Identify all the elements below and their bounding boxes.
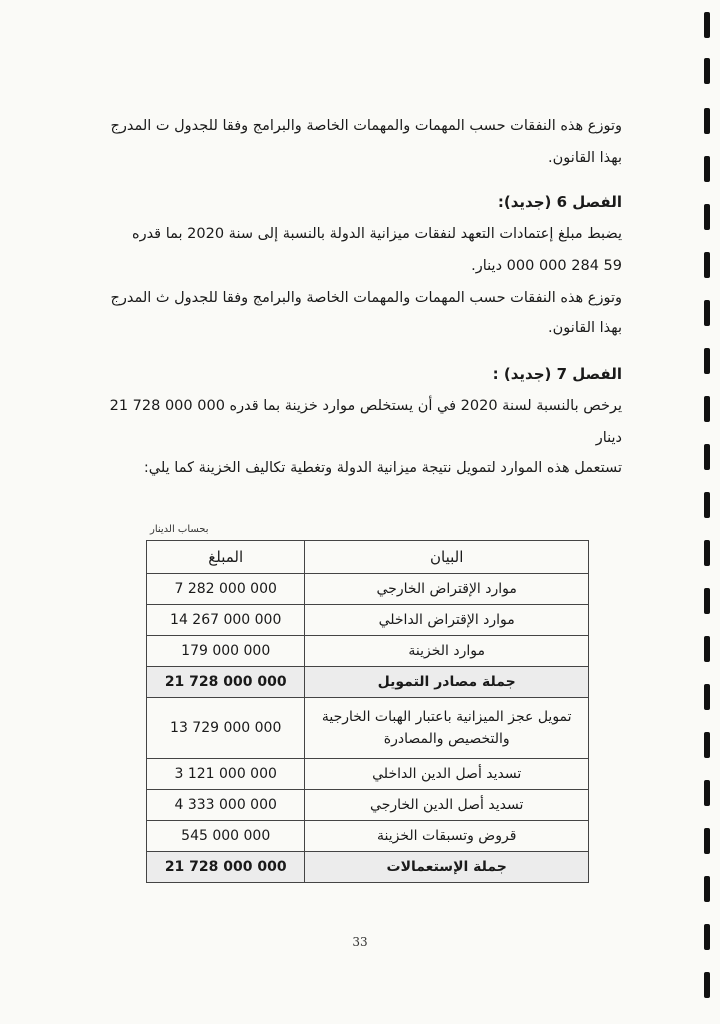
chapter-6-line-3: وتوزع هذه النفقات حسب المهمات والمهمات الخاصة والبرامج وفقا للجدول ث المدرج [110, 290, 622, 306]
resources-table [146, 540, 589, 883]
unit-note: بحساب الدينار [150, 524, 209, 535]
chapter-7-line-2: دينار [595, 430, 622, 446]
row-label: قروض وتسبقات الخزينة [305, 821, 589, 852]
table-row-total [147, 852, 589, 883]
row-label: جملة الإستعمالات [305, 852, 589, 883]
table-row [147, 605, 589, 636]
table-row [147, 759, 589, 790]
table-row [147, 698, 589, 759]
table-header-row [147, 541, 589, 574]
row-amount: 13 729 000 000 [147, 698, 305, 759]
header-label: البيان [305, 541, 589, 574]
row-amount: 7 282 000 000 [147, 574, 305, 605]
row-label: تسديد أصل الدين الداخلي [305, 759, 589, 790]
chapter-7-line-1: يرخص بالنسبة لسنة 2020 في أن يستخلص موارد خزينة بما قدره 000 000 728 21 [109, 398, 622, 414]
table-row [147, 821, 589, 852]
row-label: موارد الإقتراض الخارجي [305, 574, 589, 605]
header-amount: المبلغ [147, 541, 305, 574]
row-amount: 545 000 000 [147, 821, 305, 852]
row-label: جملة مصادر التمويل [305, 667, 589, 698]
page-number: 33 [352, 935, 368, 949]
table-row-total [147, 667, 589, 698]
row-amount: 14 267 000 000 [147, 605, 305, 636]
table-row [147, 574, 589, 605]
chapter-6-line-2: 59 284 000 000 دينار. [471, 258, 622, 274]
intro-line-1: وتوزع هذه النفقات حسب المهمات والمهمات الخاصة والبرامج وفقا للجدول ت المدرج [110, 118, 622, 134]
chapter-7-line-3: تستعمل هذه الموارد لتمويل نتيجة ميزانية الدولة وتغطية تكاليف الخزينة كما يلي: [143, 460, 622, 476]
row-label: موارد الخزينة [305, 636, 589, 667]
row-amount: 21 728 000 000 [147, 852, 305, 883]
chapter-7-heading: الفصل 7 (جديد) : [492, 365, 622, 383]
row-amount: 3 121 000 000 [147, 759, 305, 790]
row-label: موارد الإقتراض الداخلي [305, 605, 589, 636]
chapter-6-heading: الفصل 6 (جديد): [497, 193, 622, 211]
chapter-6-line-1: يضبط مبلغ إعتمادات التعهد لنفقات ميزانية الدولة بالنسبة إلى سنة 2020 بما قدره [131, 226, 622, 242]
row-amount: 21 728 000 000 [147, 667, 305, 698]
row-label: تسديد أصل الدين الخارجي [305, 790, 589, 821]
table-row [147, 790, 589, 821]
row-label: تمويل عجز الميزانية باعتبار الهبات الخارجية والتخصيص والمصادرة [305, 698, 589, 759]
intro-line-2: بهذا القانون. [548, 150, 622, 166]
row-amount: 4 333 000 000 [147, 790, 305, 821]
row-amount: 179 000 000 [147, 636, 305, 667]
spiral-binding [702, 0, 712, 1024]
table-row [147, 636, 589, 667]
chapter-6-line-4: بهذا القانون. [548, 320, 622, 336]
